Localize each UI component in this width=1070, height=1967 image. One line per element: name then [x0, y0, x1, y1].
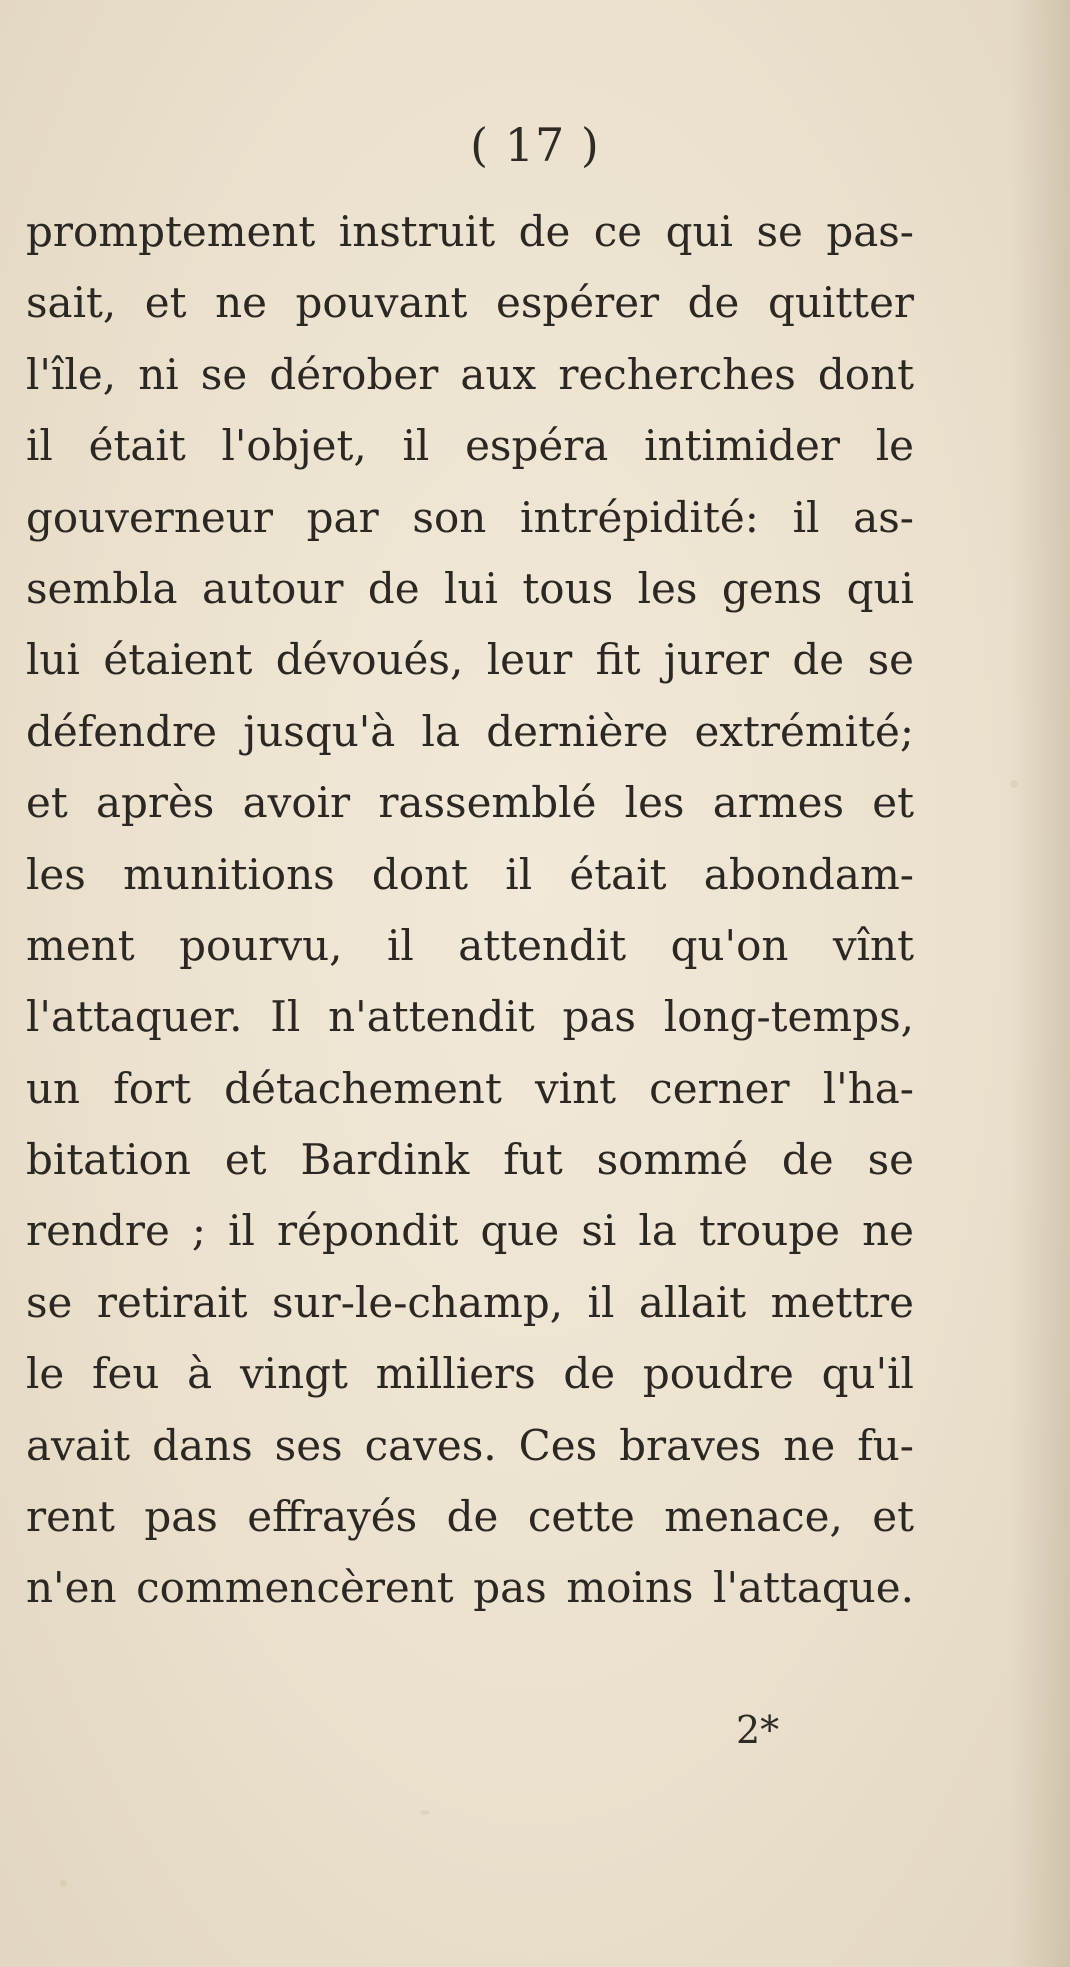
text-line: gouverneur par son intrépidité: il as- — [26, 492, 914, 542]
text-line: sembla autour de lui tous les gens qui — [26, 563, 914, 613]
text-line: n'en commencèrent pas moins l'attaque. — [26, 1563, 914, 1613]
text-line: un fort détachement vint cerner l'ha- — [26, 1063, 914, 1113]
text-line: défendre jusqu'à la dernière extrémité; — [26, 706, 914, 756]
text-line: promptement instruit de ce qui se pas- — [26, 207, 914, 256]
text-line: lui étaient dévoués, leur fit jurer de se — [26, 635, 914, 685]
text-line: l'attaquer. Il n'attendit pas long-temps, — [26, 992, 914, 1042]
text-line: se retirait sur-le-champ, il allait mettre — [26, 1277, 914, 1327]
paper-spot — [60, 1880, 67, 1887]
text-line: sait, et ne pouvant espérer de quitter — [26, 278, 914, 328]
signature-mark: 2* — [736, 1708, 780, 1752]
text-line: avait dans ses caves. Ces braves ne fu- — [26, 1420, 914, 1470]
text-line: bitation et Bardink fut sommé de se — [26, 1135, 914, 1185]
text-line: il était l'objet, il espéra intimider le — [26, 421, 914, 471]
body-text — [26, 196, 914, 1624]
text-line: ment pourvu, il attendit qu'on vînt — [26, 920, 914, 970]
text-line: les munitions dont il était abondam- — [26, 849, 914, 899]
text-line: l'île, ni se dérober aux recherches dont — [26, 349, 914, 399]
text-line: rendre ; il répondit que si la troupe ne — [26, 1206, 914, 1256]
paper-spot — [420, 1810, 430, 1815]
text-line: le feu à vingt milliers de poudre qu'il — [26, 1349, 914, 1399]
text-line: et après avoir rassemblé les armes et — [26, 778, 914, 828]
text-line: rent pas effrayés de cette menace, et — [26, 1492, 914, 1542]
page-edge-shadow — [1010, 0, 1070, 1967]
page-number-header: ( 17 ) — [470, 118, 600, 172]
